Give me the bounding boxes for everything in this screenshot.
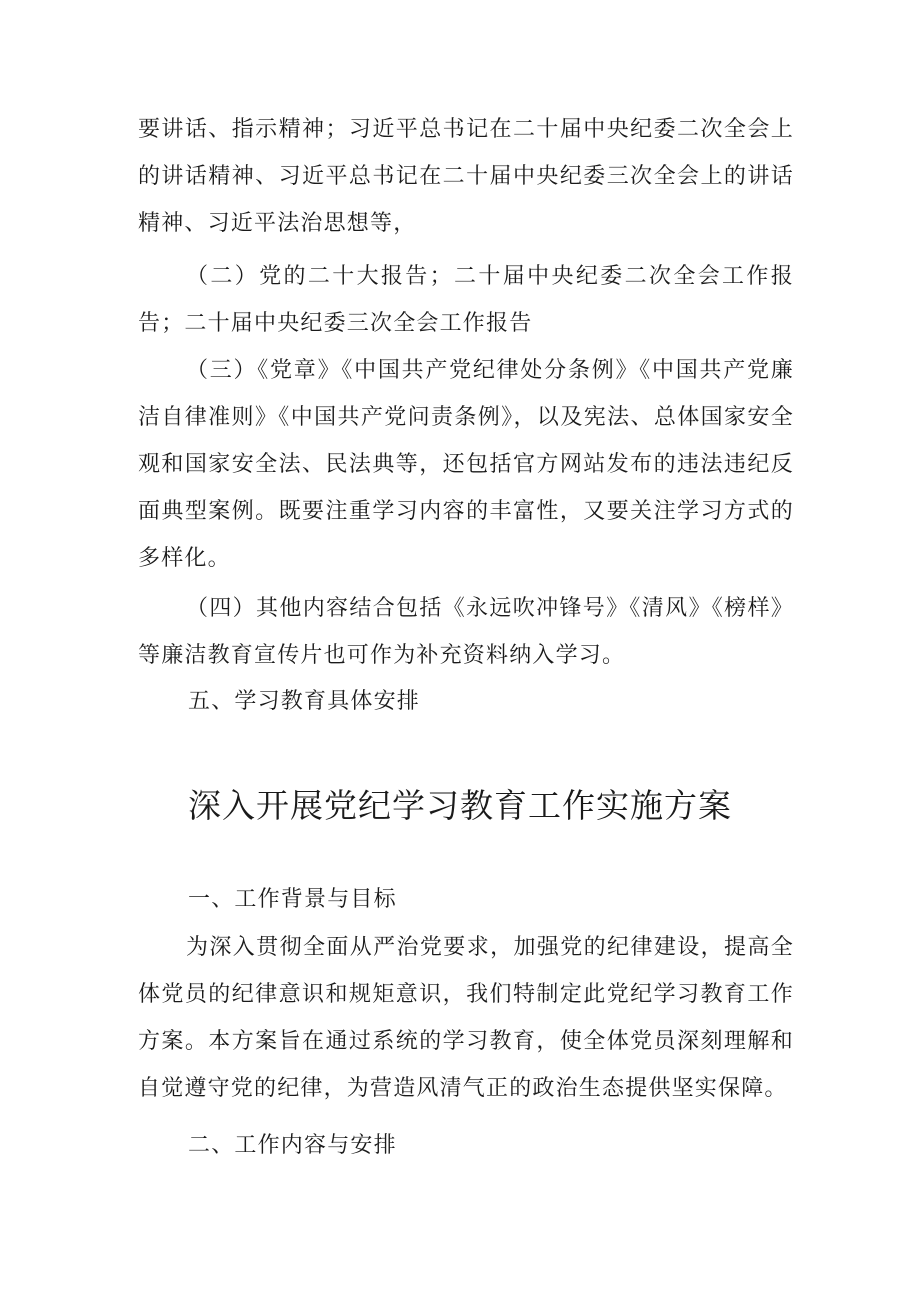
- paragraph-item-4-other-content: （四）其他内容结合包括《永远吹冲锋号》《清风》《榜样》等廉洁教育宣传片也可作为补充资料纳入学习。: [138, 596, 794, 668]
- paragraph-speech-spirit: 要讲话、指示精神；习近平总书记在二十届中央纪委二次全会上的讲话精神、习近平总书记在二十届中央纪委三次全会上的讲话精神、习近平法治思想等，: [138, 117, 794, 236]
- section-heading-2: 二、工作内容与安排: [188, 1133, 397, 1158]
- document-title: 深入开展党纪学习教育工作实施方案: [188, 786, 732, 825]
- section-heading-1: 一、工作背景与目标: [188, 887, 397, 912]
- paragraph-item-3-regulations: （三）《党章》《中国共产党纪律处分条例》《中国共产党廉洁自律准则》《中国共产党问责条例》，以及宪法、总体国家安全观和国家安全法、民法典等，还包括官方网站发布的违法违纪反面典型案例。既要注重学习内容的丰富性，又要关注学习方式的多样化。: [138, 358, 794, 571]
- section-heading-5: 五、学习教育具体安排: [188, 689, 421, 714]
- paragraph-background-goals: 为深入贯彻全面从严治党要求，加强党的纪律建设，提高全体党员的纪律意识和规矩意识，我们特制定此党纪学习教育工作方案。本方案旨在通过系统的学习教育，使全体党员深刻理解和自觉遵守党的纪律，为营造风清气正的政治生态提供坚实保障。: [138, 935, 794, 1101]
- paragraph-item-2-reports: （二）党的二十大报告；二十届中央纪委二次全会工作报告；二十届中央纪委三次全会工作报告: [138, 264, 794, 336]
